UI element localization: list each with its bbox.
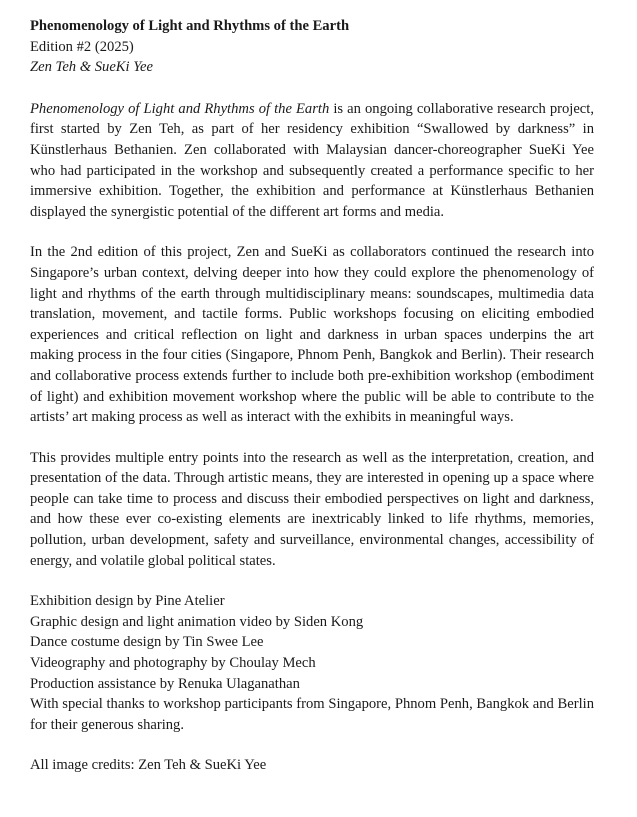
credit-line: Dance costume design by Tin Swee Lee xyxy=(30,634,264,651)
authors-line: Zen Teh & SueKi Yee xyxy=(30,59,153,76)
credit-line: Production assistance by Renuka Ulaganathan xyxy=(30,675,300,692)
credit-line: Graphic design and light animation video by Siden Kong xyxy=(30,613,364,630)
paragraph-intro-text: is an ongoing collaborative research project, first started by Zen Teh, as part of her residency exhibition “Swallowed by darkness” in Künstlerhaus Bethanien. Zen collaborated with Malaysian dancer-choreographer SueKi Yee who had participated in the workshop and subsequently created a performance specific to her immersive exhibition. Together, the exhibition and performance at Künstlerhaus Bethanien displayed the synergistic potential of the different art forms and media. xyxy=(30,100,594,220)
paragraph-entry-points: This provides multiple entry points into the research as well as the interpretation, creation, and presentation of the data. Through artistic means, they are interested in opening up a space where people can take time to process and discuss their embodied perspectives on light and darkness, and how these ever co-existing elements are inextricably linked to life rhythms, memories, pollution, urban development, safety and surveillance, environmental changes, accessibility of energy, and volatile global political states. xyxy=(30,449,594,569)
credits-list xyxy=(30,591,594,735)
credit-line: Videography and photography by Choulay Mech xyxy=(30,655,316,672)
paragraph-second-edition: In the 2nd edition of this project, Zen and SueKi as collaborators continued the research into Singapore’s urban context, delving deeper into how they could explore the phenomenology of light and rhythms of the earth through multidisciplinary means: soundscapes, multimedia data translation, movement, and tactile forms. Public workshops focusing on eliciting embodied experiences and critical reflection on light and darkness in urban spaces underpins the art making process in the four cities (Singapore, Phnom Penh, Bangkok and Berlin). Their research and collaborative process extends further to include both pre-exhibition workshop (embodiment of light) and exhibition movement workshop where the public will be able to contribute to the artists’ art making process as well as interact with the exhibits in meaningful ways. xyxy=(30,244,594,426)
paragraph-intro xyxy=(30,99,594,223)
document-title: Phenomenology of Light and Rhythms of the Earth xyxy=(30,18,350,34)
image-credits: All image credits: Zen Teh & SueKi Yee xyxy=(30,757,267,774)
edition-label: Edition #2 (2025) xyxy=(30,38,134,55)
project-title-italic: Phenomenology of Light and Rhythms of the Earth xyxy=(30,100,330,117)
credit-line-thanks: With special thanks to workshop participants from Singapore, Phnom Penh, Bangkok and Berlin for their generous sharing. xyxy=(30,696,594,733)
credit-line: Exhibition design by Pine Atelier xyxy=(30,593,225,610)
